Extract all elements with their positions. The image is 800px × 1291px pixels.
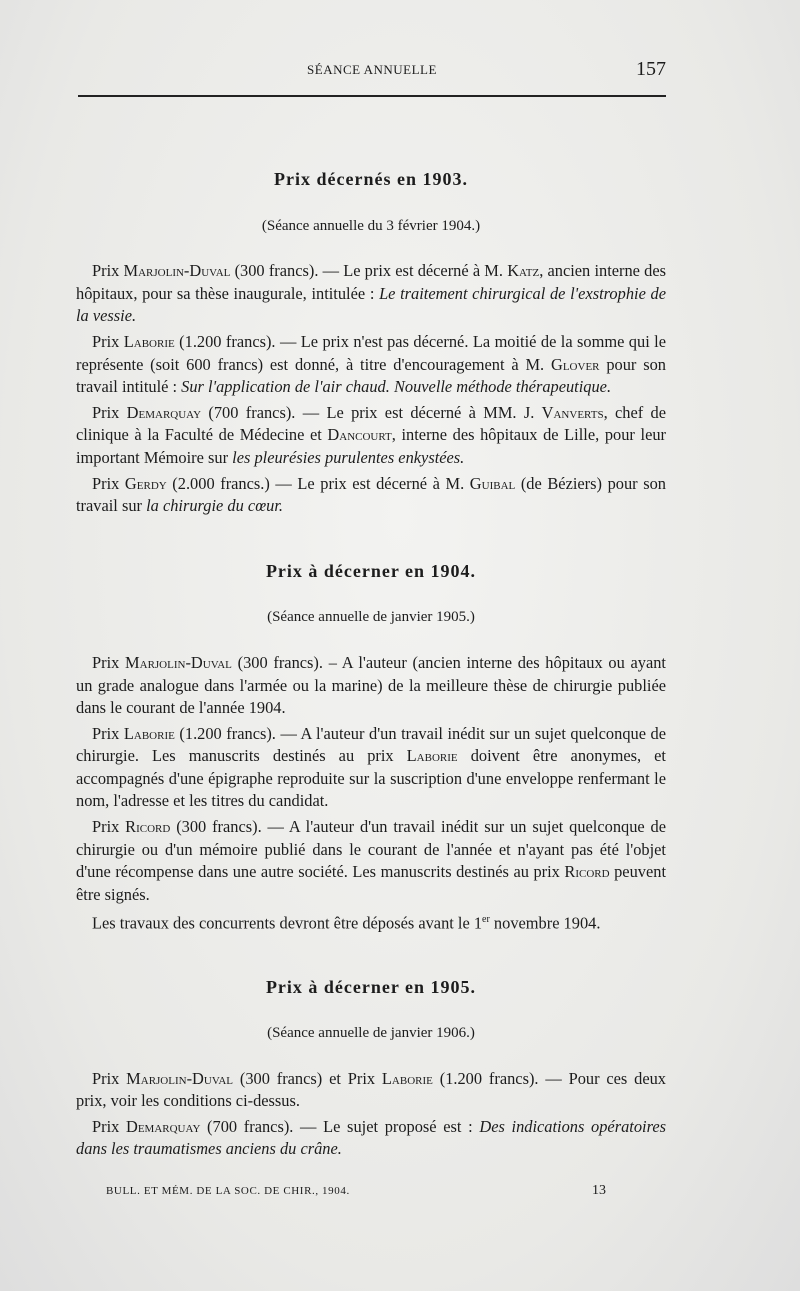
page-header: [78, 58, 666, 82]
title-italic: Sur l'application de l'air chaud. Nouvelle méthode thérapeutique.: [181, 377, 612, 397]
name-smallcaps: Glover: [551, 354, 600, 374]
section-title: Prix à décerner en 1905.: [265, 976, 477, 997]
name-smallcaps: Gerdy: [124, 473, 167, 493]
section-body: [76, 260, 666, 518]
section-body: [76, 1068, 666, 1161]
section-1903: [76, 168, 666, 518]
name-smallcaps: Laborie: [406, 746, 458, 766]
title-italic: Des indications opératoires dans les traumatismes anciens du crâne.: [76, 1116, 667, 1159]
section-subtitle: (Séance annuelle de janvier 1905.): [267, 609, 475, 626]
title-italic: Le traitement chirurgical de l'exstrophie de la vessie.: [76, 283, 666, 326]
section-1904: [76, 560, 666, 936]
name-smallcaps: Laborie: [123, 723, 175, 743]
paragraph: Prix Marjolin-Duval (300 francs) et Prix Laborie (1.200 francs). — Pour ces deux prix, voir les conditions ci-dessus.: [76, 1068, 667, 1111]
footer-citation: BULL. ET MÉM. DE LA SOC. DE CHIR., 1904.: [106, 1185, 350, 1197]
paragraph: Prix Laborie (1.200 francs). — Le prix n'est pas décerné. La moitié de la somme qui le représente (soit 600 francs) est donné, à titre d'encouragement à M. Glover pour son travail intitulé : Sur l'application de l'air chaud. Nouvelle méthode thérapeutique.: [76, 331, 667, 397]
section-subtitle: (Séance annuelle de janvier 1906.): [267, 1025, 475, 1042]
paragraph: Prix Demarquay (700 francs). — Le prix est décerné à MM. J. Vanverts, chef de clinique à la Faculté de Médecine et Dancourt, interne des hôpitaux de Lille, pour leur important Mémoire sur les pleurésies purulentes enkystées.: [76, 402, 667, 467]
name-smallcaps: Ricord: [125, 817, 171, 837]
page-number: 157: [636, 58, 666, 80]
section-body: [76, 652, 666, 936]
running-title: SÉANCE ANNUELLE: [307, 62, 437, 77]
section-subtitle: (Séance annuelle du 3 février 1904.): [261, 217, 481, 234]
signature-mark: 13: [592, 1183, 606, 1198]
name-smallcaps: Marjolin-Duval: [126, 1068, 234, 1088]
page-content: [76, 168, 666, 1161]
paragraph: Prix Marjolin-Duval (300 francs). – A l'auteur (ancien interne des hôpitaux ou ayant un grade analogue dans l'armée ou la marine) de la meilleure thèse de chirurgie publiée dans le courant de l'année 1904.: [76, 652, 666, 718]
name-smallcaps: Demarquay: [126, 1116, 201, 1136]
superscript: er: [482, 914, 490, 926]
paragraph: Les travaux des concurrents devront être déposés avant le 1er novembre 1904.: [92, 913, 601, 933]
paragraph: Prix Ricord (300 francs). — A l'auteur d'un travail inédit sur un sujet quelconque de chirurgie ou d'un mémoire publié dans le courant de l'année et n'ayant pas été l'objet d'une récompense dans une autre société. Les manuscrits destinés au prix Ricord peuvent être signés.: [76, 817, 666, 904]
name-smallcaps: Demarquay: [126, 402, 202, 422]
paragraph: Prix Laborie (1.200 francs). — A l'auteur d'un travail inédit sur un sujet quelconque de chirurgie. Les manuscrits destinés au prix Laborie doivent être anonymes, et accompagnés d'une épigraphe reproduite sur la suscription d'une enveloppe renfermant le nom, l'adresse et les titres du candidat.: [76, 723, 667, 811]
name-smallcaps: Dancourt: [327, 425, 392, 445]
paragraph: Prix Marjolin-Duval (300 francs). — Le prix est décerné à M. Katz, ancien interne des hôpitaux, pour sa thèse inaugurale, intitulée : Le traitement chirurgical de l'exstrophie de la vessie.: [76, 261, 667, 326]
name-smallcaps: Guibal: [469, 473, 516, 493]
section-title: Prix décernés en 1903.: [274, 169, 468, 189]
section-1905: [76, 976, 666, 1162]
title-italic: la chirurgie du cœur.: [146, 496, 283, 516]
page-footer: [106, 1185, 606, 1197]
name-smallcaps: Vanverts: [541, 402, 604, 422]
name-smallcaps: Marjolin-Duval: [125, 652, 232, 672]
name-smallcaps: Katz: [507, 261, 540, 281]
paragraph: Prix Demarquay (700 francs). — Le sujet proposé est : Des indications opératoires dans les traumatismes anciens du crâne.: [76, 1116, 667, 1159]
header-rule: [78, 95, 666, 97]
name-smallcaps: Ricord: [564, 862, 610, 882]
name-smallcaps: Laborie: [123, 331, 175, 351]
section-title: Prix à décerner en 1904.: [265, 560, 477, 581]
paragraph: Prix Gerdy (2.000 francs.) — Le prix est décerné à M. Guibal (de Béziers) pour son travail sur la chirurgie du cœur.: [76, 473, 666, 516]
name-smallcaps: Marjolin-Duval: [123, 261, 231, 281]
name-smallcaps: Laborie: [381, 1068, 433, 1088]
title-italic: les pleurésies purulentes enkystées.: [232, 447, 465, 467]
